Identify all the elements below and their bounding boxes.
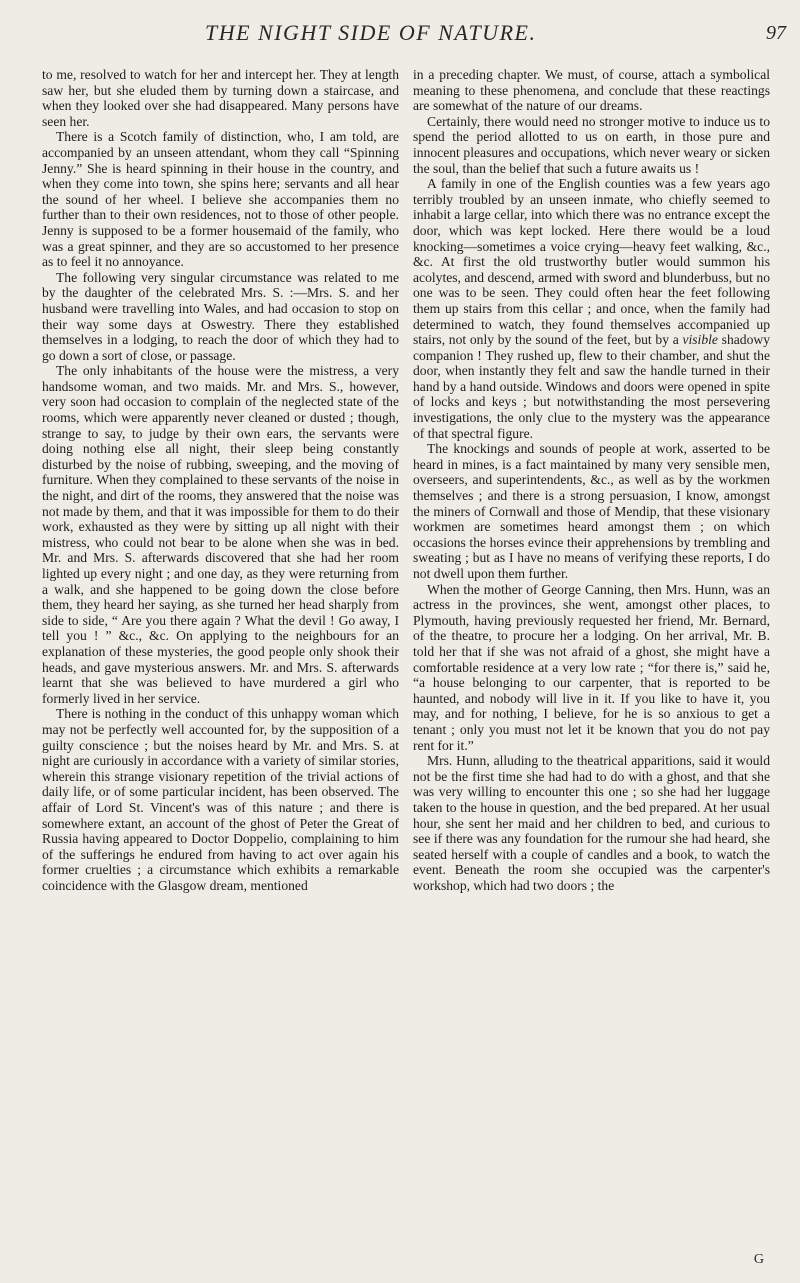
paragraph: There is a Scotch family of distinction, who, I am told, are accompanied by an unseen attendant, whom they call “Spinning Jenny.” She is heard spinning in their house in the country, and when they come into town, she spins here; servants and all hear the sound of her wheel. I believe she accompanies them no further than to their own residences, not to those of other people. Jenny is supposed to be a former housemaid of the family, who was a great spinner, and they are so accustomed to her presence as to feel it no annoyance. (42, 129, 399, 270)
signature-mark: G (753, 1252, 764, 1267)
running-title: THE NIGHT SIDE OF NATURE. (205, 20, 537, 45)
paragraph: The knockings and sounds of people at work, asserted to be heard in mines, is a fact maintained by many very sensible men, overseers, and superintendents, &c., as well as by the workmen themselves ; and there is a strong persuasion, I know, amongst the miners of Cornwall and those of Mendip, that these visionary workmen are sometimes heard amongst them ; on which occasions the horses evince their apprehensions by trembling and sweating ; but as I have no means of verifying these reports, I do not dwell upon them further. (413, 441, 770, 581)
running-head (0, 20, 800, 50)
paragraph: The following very singular circumstance was related to me by the daughter of the celebrated Mrs. S. :—Mrs. S. and her husband were travelling into Wales, and had occasion to stop on their way some days at Oswestry. There they established themselves in a lodging, to reach the door of which they had to go down a sort of close, or passage. (42, 269, 399, 363)
text-run: A family in one of the English counties was a few years ago terribly troubled by an unseen inmate, who chiefly seemed to inhabit a large cellar, into which there was no entrance except the door, which was kept locked. Here there would be a loud knocking—sometimes a voice crying—heavy feet walking, &c., &c. At first the old trustworthy butler would summon his acolytes, and descend, armed with sword and blunderbuss, but no one was to be seen. They could often hear the feet following them up stairs from this cellar ; and once, when the family had determined to watch, they found themselves accompanied up stairs, not only by the sound of the feet, but by a (413, 176, 770, 348)
paragraph: Mrs. Hunn, alluding to the theatrical apparitions, said it would not be the first time she had had to do with a ghost, and that she was very willing to encounter this one ; so she had her luggage taken to the house in question, and the bed prepared. At her usual hour, she sent her maid and her children to bed, and curious to see if there was any foundation for the rumour she had heard, she seated herself with a couple of candles and a book, to watch the event. Beneath the room she occupied was the carpenter's workshop, which had two doors ; the (413, 753, 770, 893)
paragraph: The only inhabitants of the house were the mistress, a very handsome woman, and two maids. Mr. and Mrs. S., however, very soon had occasion to complain of the neglected state of the rooms, which were apparently never cleaned or dusted ; though, strange to say, to judge by their own ears, the servants were doing nothing else all night, their sleep being constantly disturbed by the noise of rubbing, sweeping, and the moving of furniture. When they complained to these servants of the noise in the night, and dirt of the rooms, they answered that the noise was not made by them, and that it was impossible for them to do their work, exhausted as they were by sitting up all night with their mistress, who could not bear to be alone when she was in bed. Mr. and Mrs. S. afterwards discovered that she had her room lighted up every night ; and one day, as they were returning from a walk, and she happened to be going down the close before them, they heard her saying, as she turned her head sharply from side to side, “ Are you there again ? What the devil ! Go away, I tell you ! ” &c., &c. On applying to the neighbours for an explanation of these mysteries, the good people only shook their heads, and gave mysterious answers. Mr. and Mrs. S. afterwards learnt that she was believed to have murdered a girl who formerly lived in her service. (42, 363, 399, 706)
emphasis-visible: visible (682, 332, 718, 348)
paragraph: When the mother of George Canning, then Mrs. Hunn, was an actress in the provinces, she went, amongst other places, to Plymouth, having previously requested her friend, Mr. Bernard, of the theatre, to procure her a lodging. On her arrival, Mr. B. told her that if she was not afraid of a ghost, she might have a comfortable residence at a very low rate ; “for there is,” said he, “a house belonging to our carpenter, that is reported to be haunted, and nobody will live in it. If you like to have it, you may, and for nothing, I believe, for he is so anxious to get a tenant ; only you must not let it be known that you do not pay rent for it.” (413, 581, 770, 753)
paragraph: to me, resolved to watch for her and intercept her. They at length saw her, but she eluded them by turning down a staircase, and when they looked over she had disappeared. Many persons have seen her. (42, 67, 399, 129)
right-column (413, 67, 770, 1257)
paragraph: There is nothing in the conduct of this unhappy woman which may not be perfectly well accounted for, by the supposition of a guilty conscience ; but the noises heard by Mr. and Mrs. S. at night are curiously in accordance with a variety of similar stories, wherein this strange visionary repetition of the trivial actions of daily life, or of some particular incident, has been observed. The affair of Lord St. Vincent's was of this nature ; and there is somewhere extant, an account of the ghost of Peter the Great of Russia having appeared to Doctor Doppelio, complaining to him of the sufferings he endured from having to act over again his former cruelties ; a circumstance which exhibits a remarkable coincidence with the Glasgow dream, mentioned (42, 706, 399, 893)
page-number: 97 (766, 22, 786, 44)
text-run: shadowy companion ! They rushed up, flew to their chamber, and shut the door, when instantly they felt and saw the handle turned in their hand by a hand outside. Windows and doors were opened in spite of locks and keys ; but notwithstanding the most persevering investigations, the only clue to the mystery was the appearance of that spectral figure. (413, 332, 770, 441)
left-column (42, 67, 399, 1257)
paragraph: in a preceding chapter. We must, of course, attach a symbolical meaning to these phenomena, and conclude that these reactings are somewhat of the nature of our dreams. (413, 67, 770, 114)
paragraph: Certainly, there would need no stronger motive to induce us to spend the period allotted to us on earth, in those pure and innocent pleasures and occupations, which never weary or sicken the soul, than the belief that such a future awaits us ! (413, 113, 770, 176)
paragraph (413, 176, 770, 441)
